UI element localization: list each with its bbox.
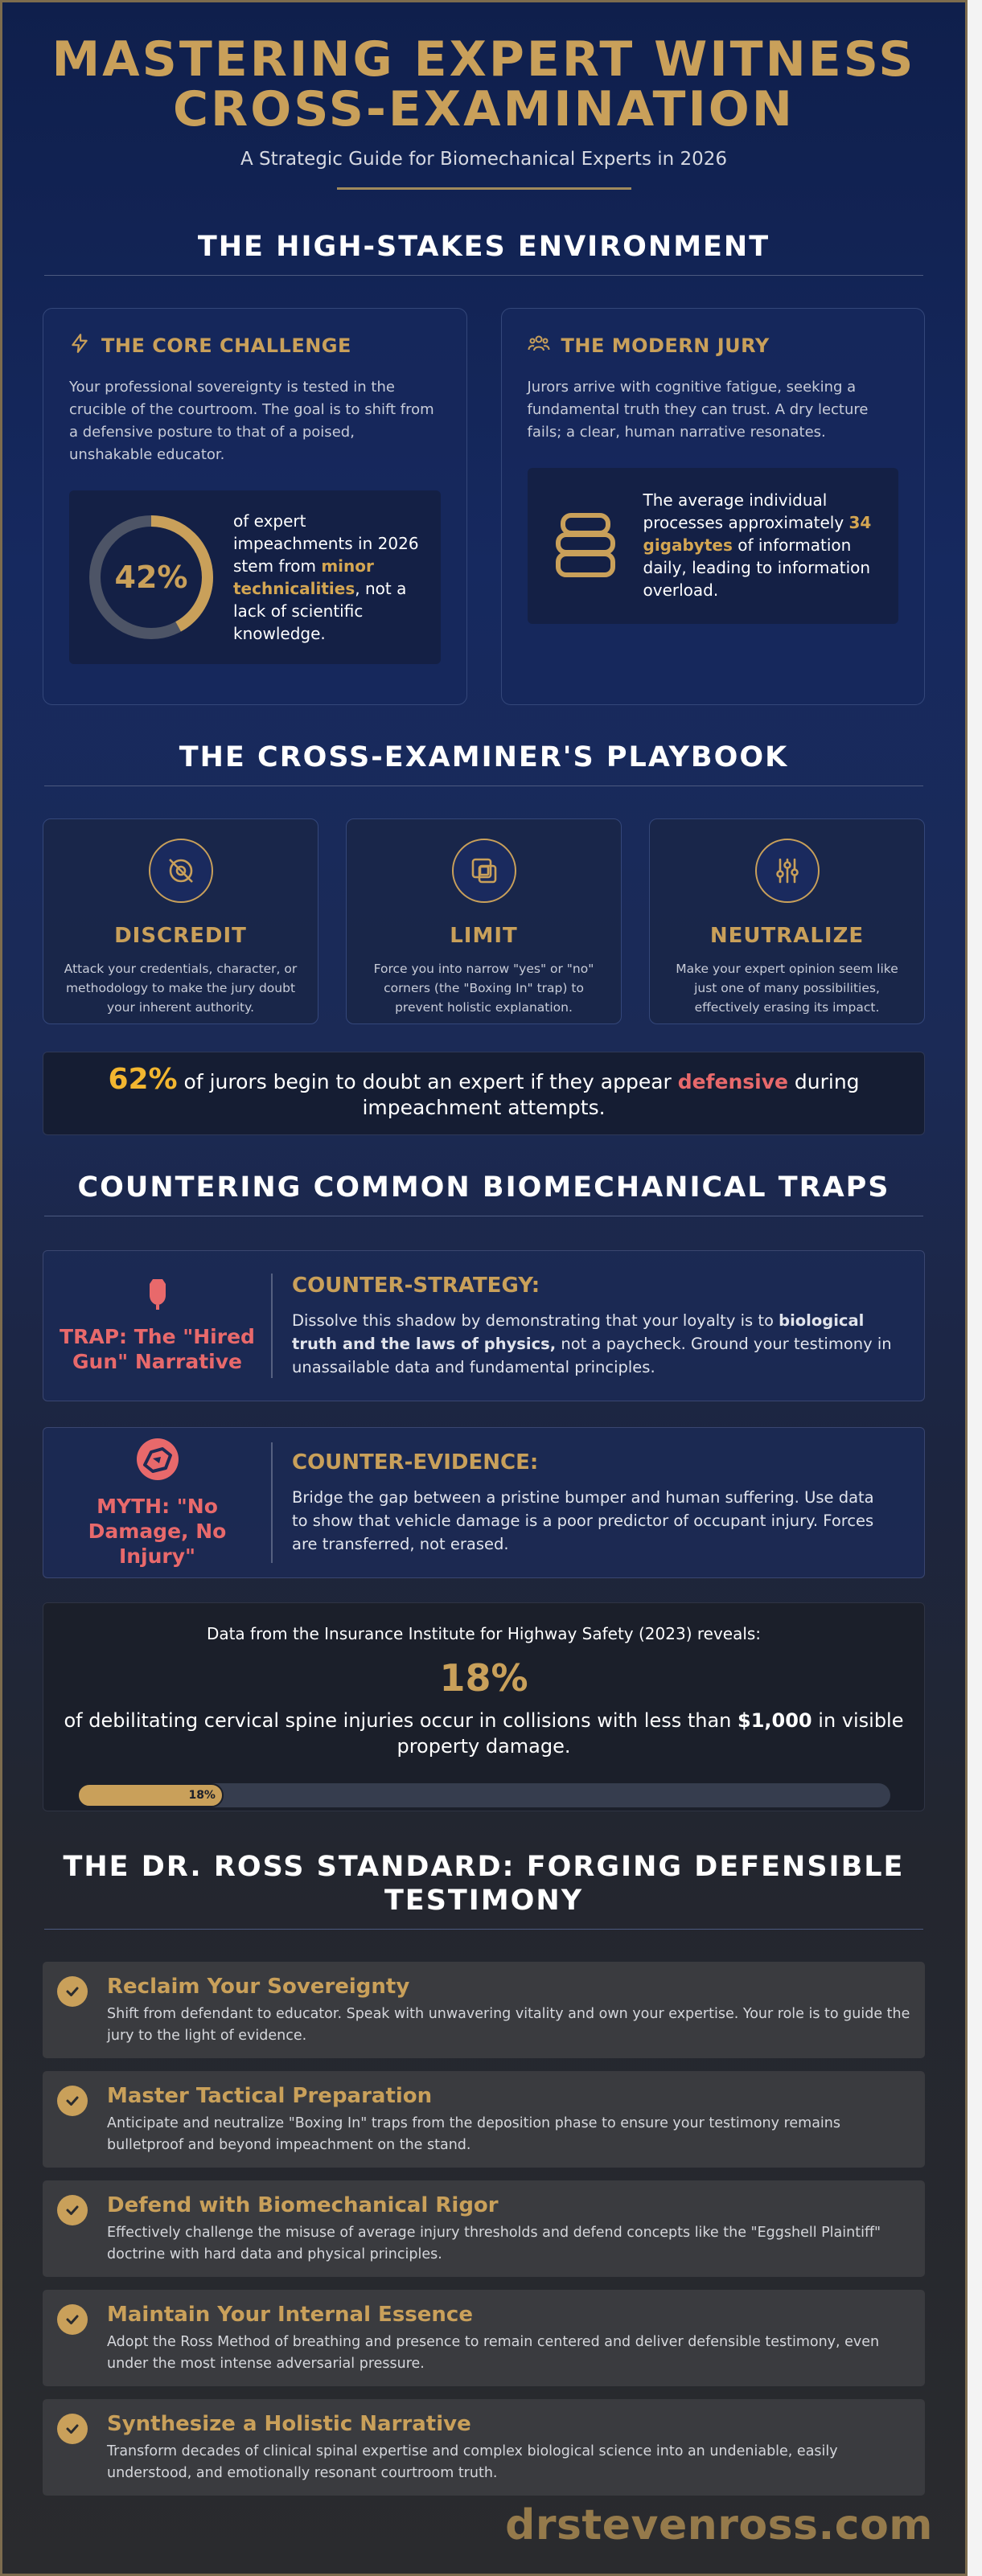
core-stat-post: , not a lack of scientific knowledge. (233, 579, 407, 643)
modern-jury-heading: THE MODERN JURY (561, 334, 770, 357)
jury-stat-box (528, 468, 899, 624)
database-icon (545, 511, 626, 580)
sliders-icon (755, 839, 820, 903)
trap-body-bold: biological truth and the laws of physics, (292, 1311, 865, 1353)
playbook-desc: Force you into narrow "yes" or "no" corners (the "Boxing In" trap) to prevent holistic explanation. (373, 962, 594, 1015)
donut-percent-label: 42% (114, 560, 188, 595)
standard-item-body: Adopt the Ross Method of breathing and presence to remain centered and deliver defensible testimony, even under the most intense adversarial pressure. (107, 2334, 880, 2372)
iihs-source: Data from the Insurance Institute for Highway Safety (2023) reveals: (206, 1624, 762, 1643)
iihs-data-card (43, 1602, 925, 1811)
car-crash-icon (134, 1438, 182, 1484)
donut-gauge (87, 513, 216, 642)
section-title-high-stakes: THE HIGH-STAKES ENVIRONMENT (197, 231, 770, 263)
check-icon (57, 1976, 88, 2007)
core-stat-box (69, 490, 441, 664)
section-divider (44, 275, 923, 276)
trap-heading: COUNTER-STRATEGY: (292, 1273, 540, 1298)
jury-stat-highlight: 34 gigabytes (643, 513, 872, 555)
banner-post: during impeachment attempts. (362, 1069, 860, 1119)
jury-stat-post: of information daily, leading to information overload. (643, 535, 871, 600)
standard-item-body: Effectively challenge the misuse of average injury thresholds and defend concepts like the "Eggshell Plaintiff" doctrine with hard data and physical principles. (107, 2225, 881, 2262)
traps-section (2, 1171, 965, 1811)
iihs-text-pre: of debilitating cervical spine injuries occur in collisions with less than (64, 1709, 738, 1732)
trap-body-pre: Dissolve this shadow by demonstrating that your loyalty is to (292, 1311, 779, 1330)
core-challenge-card (43, 308, 467, 705)
check-icon (57, 2195, 88, 2225)
check-icon (57, 2304, 88, 2335)
standard-item-body: Anticipate and neutralize "Boxing In" traps from the deposition phase to ensure your testimony remains bulletproof and beyond impeachment on the stand. (107, 2115, 840, 2153)
subtitle: A Strategic Guide for Biomechanical Experts in 2026 (240, 149, 728, 170)
trap-body-post: not a paycheck. Ground your testimony in unassailable data and fundamental principles. (292, 1334, 892, 1376)
section-title-standard (2, 1850, 965, 1918)
trap-label: TRAP: The "Hired Gun" Narrative (60, 1325, 255, 1373)
standard-item-title: Reclaim Your Sovereignty (107, 1975, 410, 1999)
main-title (2, 31, 965, 137)
trap-card-hired-gun (43, 1250, 925, 1401)
trap-card-no-damage (43, 1427, 925, 1578)
main-title-line2: CROSS-EXAMINATION (172, 81, 795, 137)
standard-title-line2: TESTIMONY (384, 1885, 584, 1917)
playbook-card-discredit (43, 818, 318, 1024)
playbook-title: NEUTRALIZE (709, 924, 865, 948)
iihs-text-post: in visible property damage. (396, 1709, 904, 1758)
standard-item-body: Shift from defendant to educator. Speak with unwavering vitality and own your expertise. Your role is to guide the jury to the light of evidence. (107, 2006, 910, 2044)
site-watermark[interactable]: drstevenross.com (505, 2501, 933, 2549)
iihs-percent: 18% (439, 1656, 528, 1700)
core-stat-text (233, 510, 423, 645)
standard-item-title: Defend with Biomechanical Rigor (107, 2193, 499, 2217)
standard-item-title: Synthesize a Holistic Narrative (107, 2412, 471, 2436)
playbook-card-neutralize (649, 818, 925, 1024)
list-item (43, 2071, 925, 2168)
section-divider (44, 1929, 923, 1930)
section-title-playbook: THE CROSS-EXAMINER'S PLAYBOOK (179, 741, 789, 773)
playbook-section (2, 740, 965, 1135)
standard-list (2, 1962, 965, 2496)
trap-body: Bridge the gap between a pristine bumper and human suffering. Use data to show that vehicle damage is a poor predictor of occupant injury. Forces are transferred, not erased. (292, 1487, 874, 1553)
core-challenge-text: Your professional sovereignty is tested in the crucible of the courtroom. The goal is to shift from a defensive posture to that of a poised, unshakable educator. (69, 379, 434, 463)
iihs-progress-track (77, 1783, 890, 1807)
check-icon (57, 2086, 88, 2116)
list-item (43, 1962, 925, 2058)
box-in-icon (452, 839, 516, 903)
lightning-icon (69, 333, 90, 359)
trap-label: MYTH: "No Damage, No Injury" (88, 1494, 227, 1568)
playbook-title: LIMIT (450, 924, 518, 948)
core-stat-highlight: minor technicalities (233, 556, 374, 598)
standard-section (2, 1850, 965, 2496)
banner-pre: of jurors begin to doubt an expert if they appear (177, 1069, 678, 1093)
mask-icon (146, 1278, 169, 1315)
list-item (43, 2290, 925, 2386)
banner-percent: 62% (108, 1062, 178, 1096)
standard-item-title: Maintain Your Internal Essence (107, 2303, 473, 2327)
section-title-traps: COUNTERING COMMON BIOMECHANICAL TRAPS (77, 1171, 890, 1204)
trap-body (292, 1309, 894, 1379)
check-icon (57, 2414, 88, 2444)
playbook-title: DISCREDIT (114, 924, 247, 948)
playbook-desc: Make your expert opinion seem like just one of many possibilities, effectively erasing its impact. (676, 962, 898, 1015)
standard-item-body: Transform decades of clinical spinal expertise and complex biological science into an undeniable, easily understood, and emotionally resonant courtroom truth. (107, 2443, 838, 2481)
target-slash-icon (149, 839, 213, 903)
title-divider (337, 187, 631, 190)
high-stakes-section (2, 230, 965, 705)
playbook-card-limit (346, 818, 622, 1024)
banner-highlight: defensive (677, 1069, 788, 1093)
standard-item-title: Master Tactical Preparation (107, 2084, 433, 2108)
people-icon (528, 333, 550, 359)
iihs-text (60, 1708, 908, 1759)
trap-heading: COUNTER-EVIDENCE: (292, 1450, 539, 1475)
jury-stat-text (643, 489, 881, 601)
playbook-desc: Attack your credentials, character, or methodology to make the jury doubt your inherent authority. (64, 962, 298, 1015)
jurors-doubt-banner (43, 1052, 925, 1135)
jury-stat-pre: The average individual processes approximately (643, 490, 849, 532)
iihs-progress-fill: 18% (77, 1783, 224, 1807)
modern-jury-card (501, 308, 926, 705)
main-title-line1: MASTERING EXPERT WITNESS (51, 31, 916, 88)
core-challenge-heading: THE CORE CHALLENGE (101, 334, 351, 357)
iihs-text-bold: $1,000 (738, 1709, 812, 1732)
list-item (43, 2180, 925, 2277)
standard-title-line1: THE DR. ROSS STANDARD: FORGING DEFENSIBLE (63, 1851, 905, 1883)
core-stat-pre: of expert impeachments in 2026 stem from (233, 511, 419, 576)
list-item (43, 2399, 925, 2496)
modern-jury-text: Jurors arrive with cognitive fatigue, seeking a fundamental truth they can trust. A dry lecture fails; a clear, human narrative resonates. (527, 379, 869, 441)
